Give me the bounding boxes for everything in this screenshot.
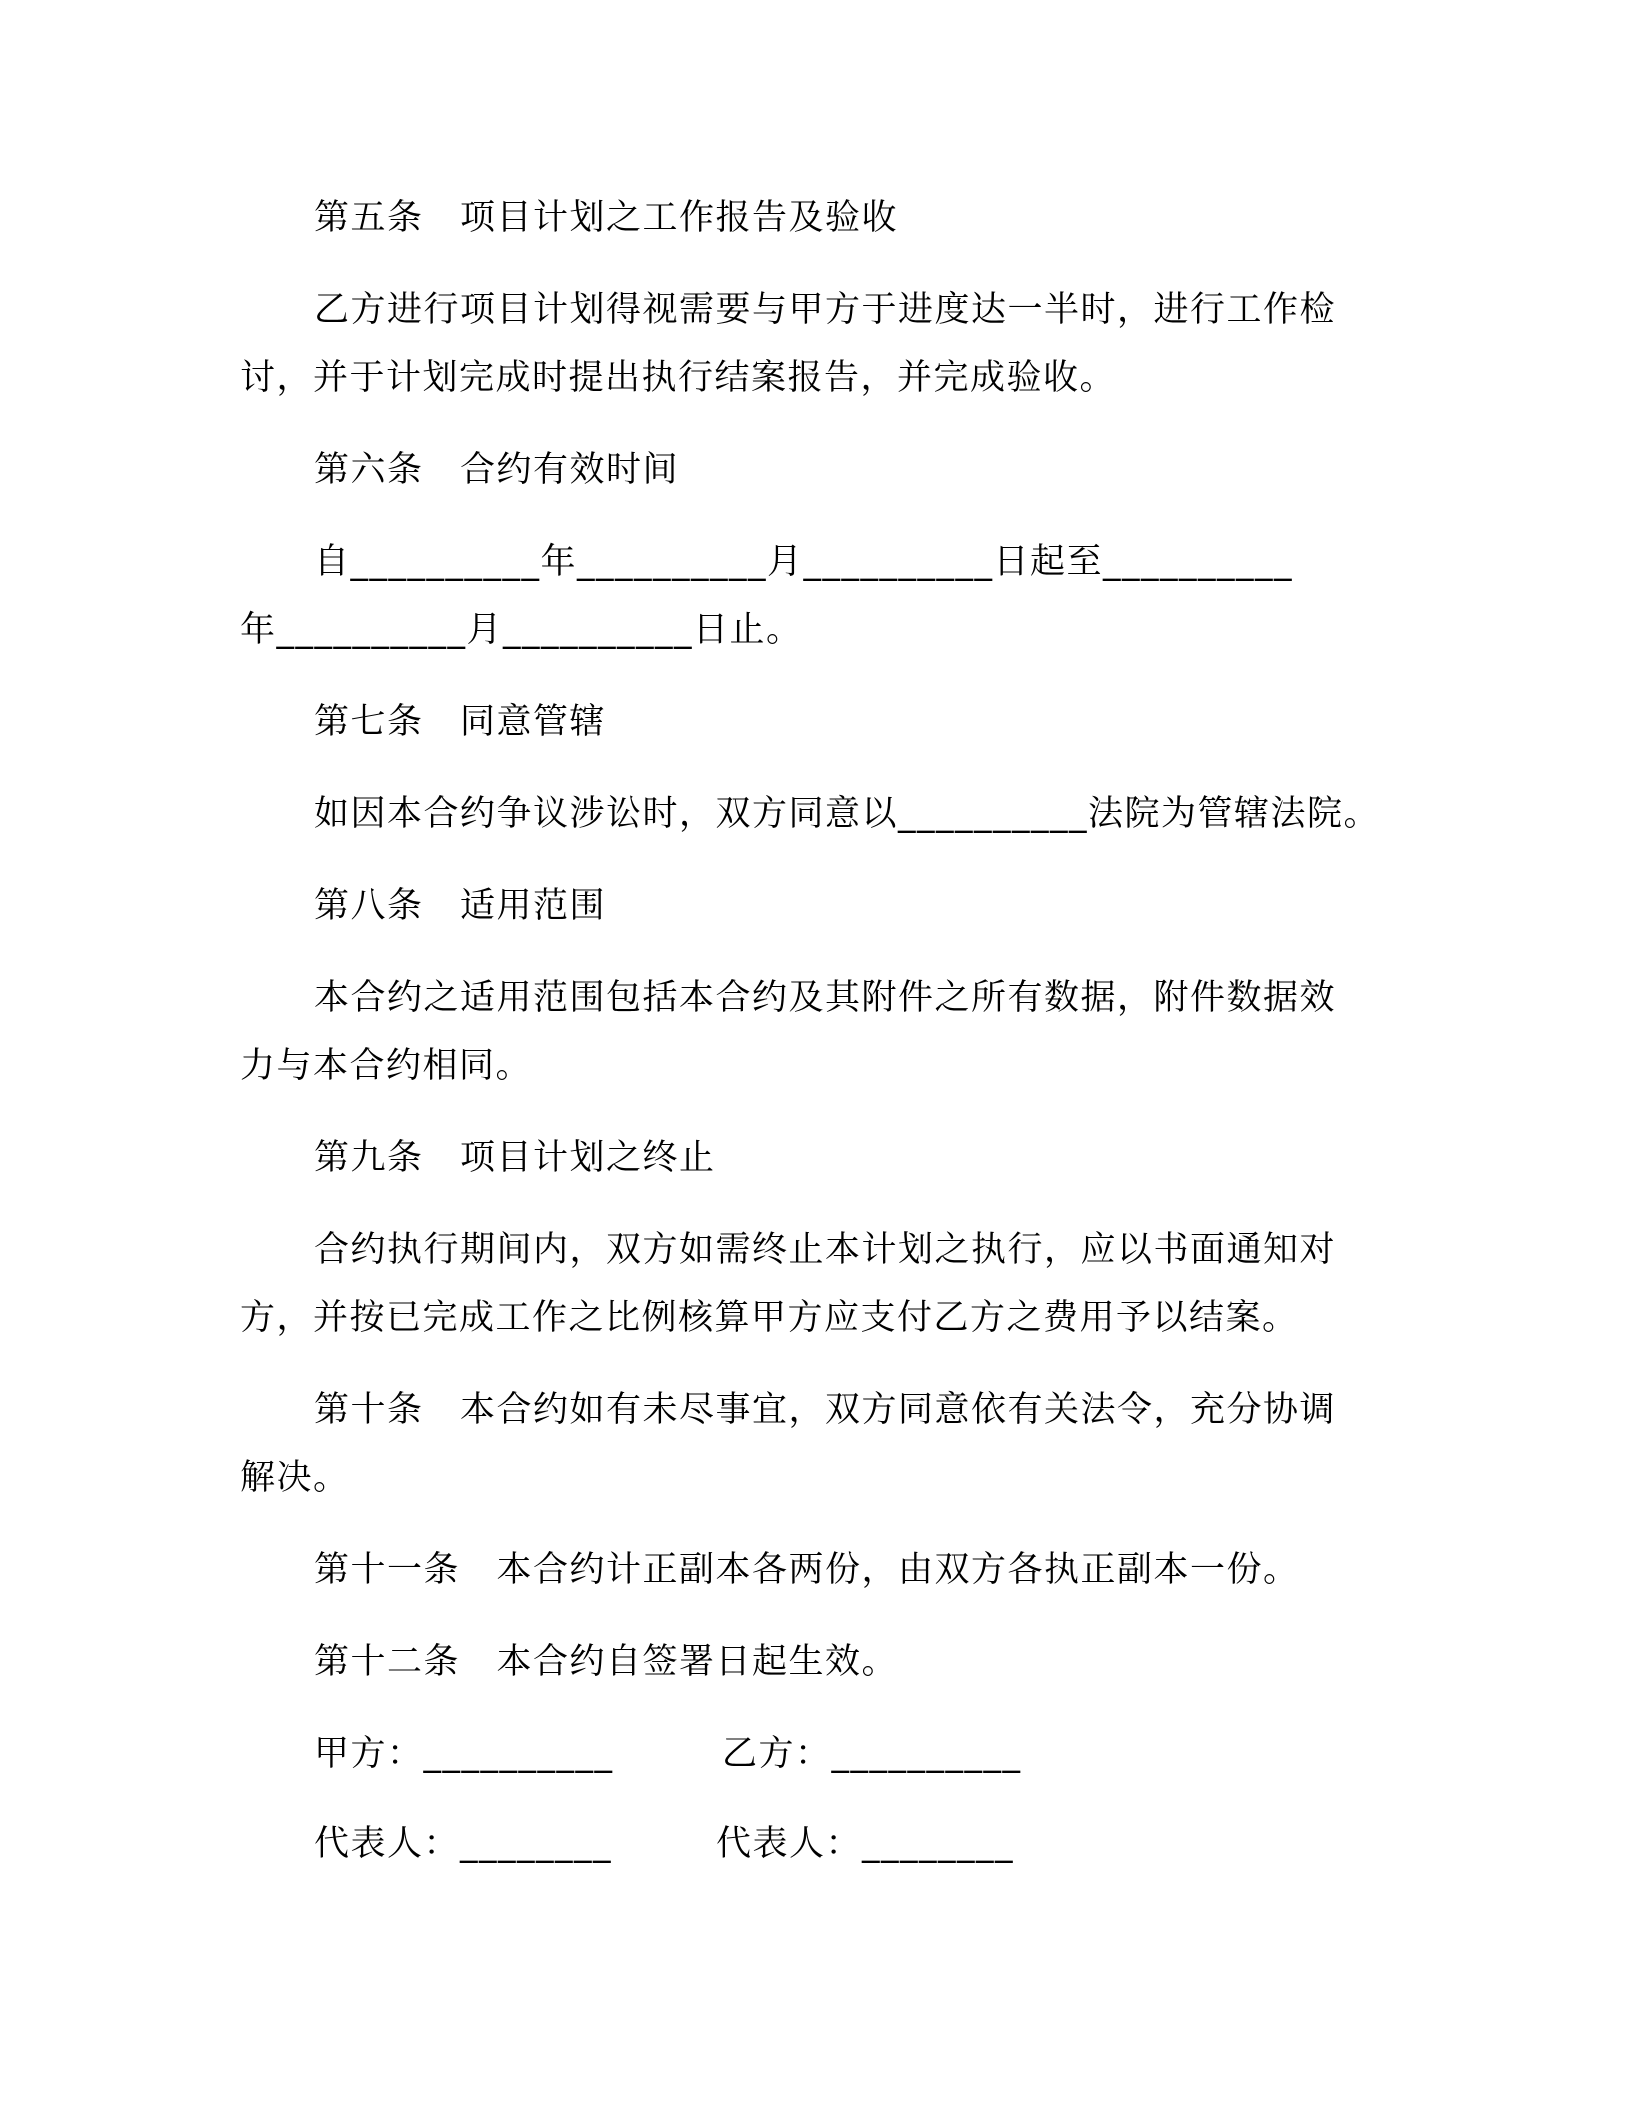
- article-5-body-line-1: 乙方进行项目计划得视需要与甲方于进度达一半时，进行工作检: [314, 290, 1337, 330]
- article-6-body-line-1: 自__________年__________月__________日起至__________: [314, 542, 1294, 582]
- article-6-heading: 第六条 合约有效时间: [314, 450, 680, 490]
- article-5-heading: 第五条 项目计划之工作报告及验收: [314, 198, 899, 238]
- article-9-heading: 第九条 项目计划之终止: [314, 1138, 716, 1178]
- party-a-signature: 甲方：__________: [314, 1734, 614, 1774]
- article-9-body-line-2: 方，并按已完成工作之比例核算甲方应支付乙方之费用予以结案。: [240, 1298, 1299, 1338]
- article-8-body-line-2: 力与本合约相同。: [240, 1046, 533, 1086]
- article-12-line-1: 第十二条 本合约自签署日起生效。: [314, 1642, 899, 1682]
- article-7-heading: 第七条 同意管辖: [314, 702, 607, 742]
- article-10-line-1: 第十条 本合约如有未尽事宜，双方同意依有关法令，充分协调: [314, 1390, 1337, 1430]
- party-b-signature: 乙方：__________: [722, 1734, 1022, 1774]
- article-10-line-2: 解决。: [240, 1458, 350, 1498]
- article-6-body-line-2: 年__________月__________日止。: [240, 610, 803, 650]
- article-7-body-line-1: 如因本合约争议涉讼时，双方同意以__________法院为管辖法院。: [314, 794, 1381, 834]
- party-b-representative: 代表人：________: [716, 1824, 1015, 1864]
- article-8-body-line-1: 本合约之适用范围包括本合约及其附件之所有数据，附件数据效: [314, 978, 1337, 1018]
- article-9-body-line-1: 合约执行期间内，双方如需终止本计划之执行，应以书面通知对: [314, 1230, 1337, 1270]
- article-8-heading: 第八条 适用范围: [314, 886, 607, 926]
- article-11-line-1: 第十一条 本合约计正副本各两份，由双方各执正副本一份。: [314, 1550, 1300, 1590]
- article-5-body-line-2: 讨，并于计划完成时提出执行结案报告，并完成验收。: [240, 358, 1117, 398]
- party-a-representative: 代表人：________: [314, 1824, 613, 1864]
